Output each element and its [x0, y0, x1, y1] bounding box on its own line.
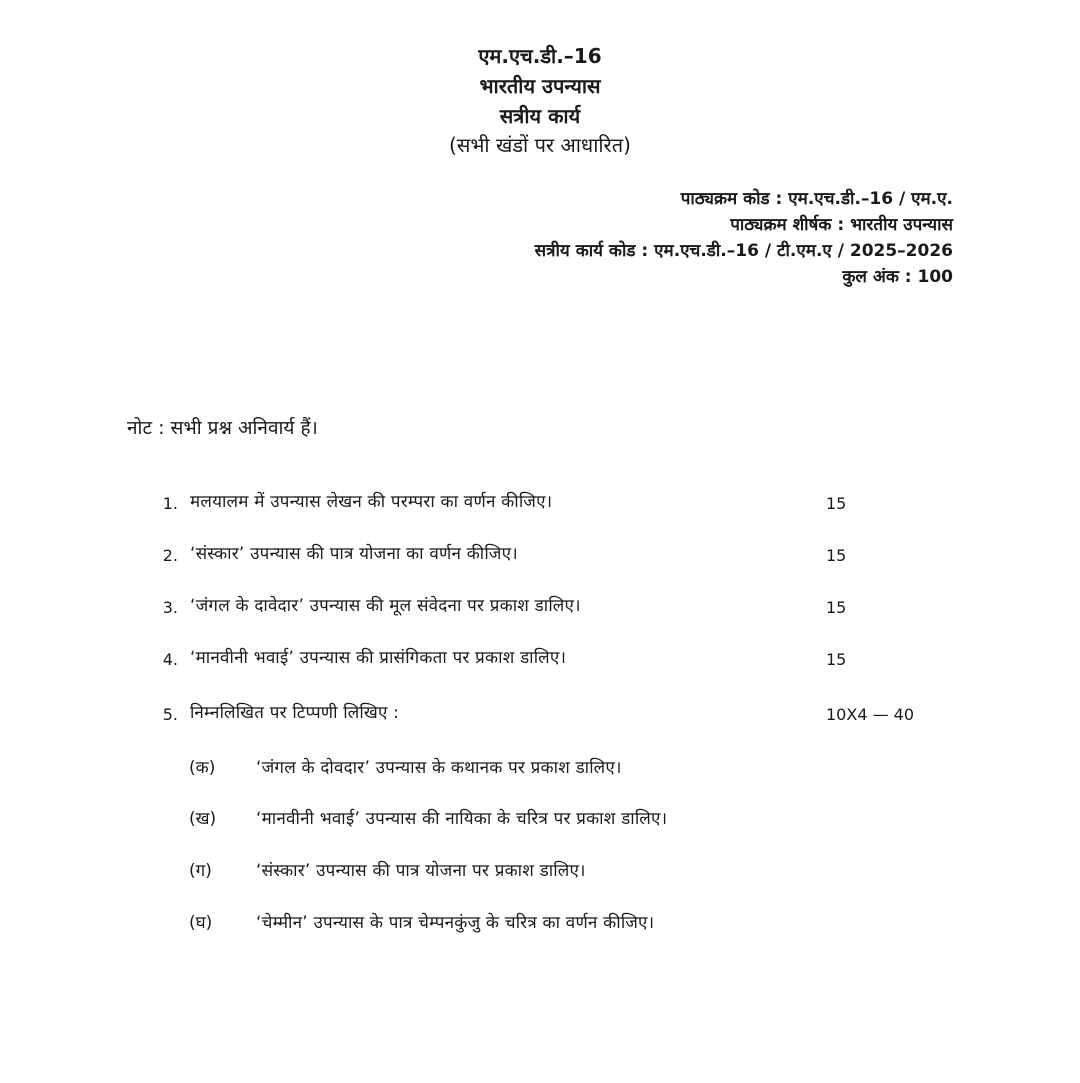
question-text: ‘जंगल के दावेदार’ उपन्यास की मूल संवेदना पर प्रकाश डालिए। [190, 596, 581, 616]
question-marks: 15 [826, 494, 847, 513]
sub-question-label: (क) [189, 758, 216, 778]
sub-question-label: (घ) [189, 913, 213, 933]
sub-question-text: ‘मानवीनी भवाई’ उपन्यास की नायिका के चरित्र पर प्रकाश डालिए। [256, 809, 668, 829]
question-number: 5. [162, 705, 178, 724]
sub-question-text: ‘जंगल के दोवदार’ उपन्यास के कथानक पर प्रकाश डालिए। [256, 758, 622, 778]
question-marks: 15 [826, 598, 847, 617]
meta-total-marks: कुल अंक : 100 [842, 267, 953, 287]
question-marks: 10X4 — 40 [826, 705, 915, 724]
meta-course-title: पाठ्यक्रम शीर्षक : भारतीय उपन्यास [730, 215, 953, 235]
question-text: निम्नलिखित पर टिप्पणी लिखिए : [190, 703, 400, 723]
sub-question-label: (ग) [189, 861, 212, 881]
course-name-heading: भारतीय उपन्यास [479, 74, 601, 98]
sub-question-text: ‘चेम्मीन’ उपन्यास के पात्र चेम्पनकुंजु के चरित्र का वर्णन कीजिए। [256, 913, 655, 933]
question-text: ‘संस्कार’ उपन्यास की पात्र योजना का वर्णन कीजिए। [190, 544, 518, 564]
instruction-note: नोट : सभी प्रश्न अनिवार्य हैं। [127, 417, 318, 439]
question-marks: 15 [826, 546, 847, 565]
question-text: मलयालम में उपन्यास लेखन की परम्परा का वर्णन कीजिए। [190, 492, 553, 512]
assignment-title-heading: सत्रीय कार्य [499, 104, 581, 128]
question-number: 2. [162, 546, 178, 565]
scope-subheading: (सभी खंडों पर आधारित) [449, 133, 631, 157]
course-code-heading: एम.एच.डी.–16 [478, 44, 602, 68]
question-number: 3. [162, 598, 178, 617]
question-marks: 15 [826, 650, 847, 669]
question-number: 1. [162, 494, 178, 513]
meta-course-code: पाठ्यक्रम कोड : एम.एच.डी.–16 / एम.ए. [680, 189, 953, 209]
sub-question-text: ‘संस्कार’ उपन्यास की पात्र योजना पर प्रकाश डालिए। [256, 861, 586, 881]
meta-assignment-code: सत्रीय कार्य कोड : एम.एच.डी.–16 / टी.एम.ए / 2025–2026 [534, 241, 953, 261]
sub-question-label: (ख) [189, 809, 217, 829]
question-text: ‘मानवीनी भवाई’ उपन्यास की प्रासंगिकता पर प्रकाश डालिए। [190, 648, 567, 668]
question-number: 4. [162, 650, 178, 669]
